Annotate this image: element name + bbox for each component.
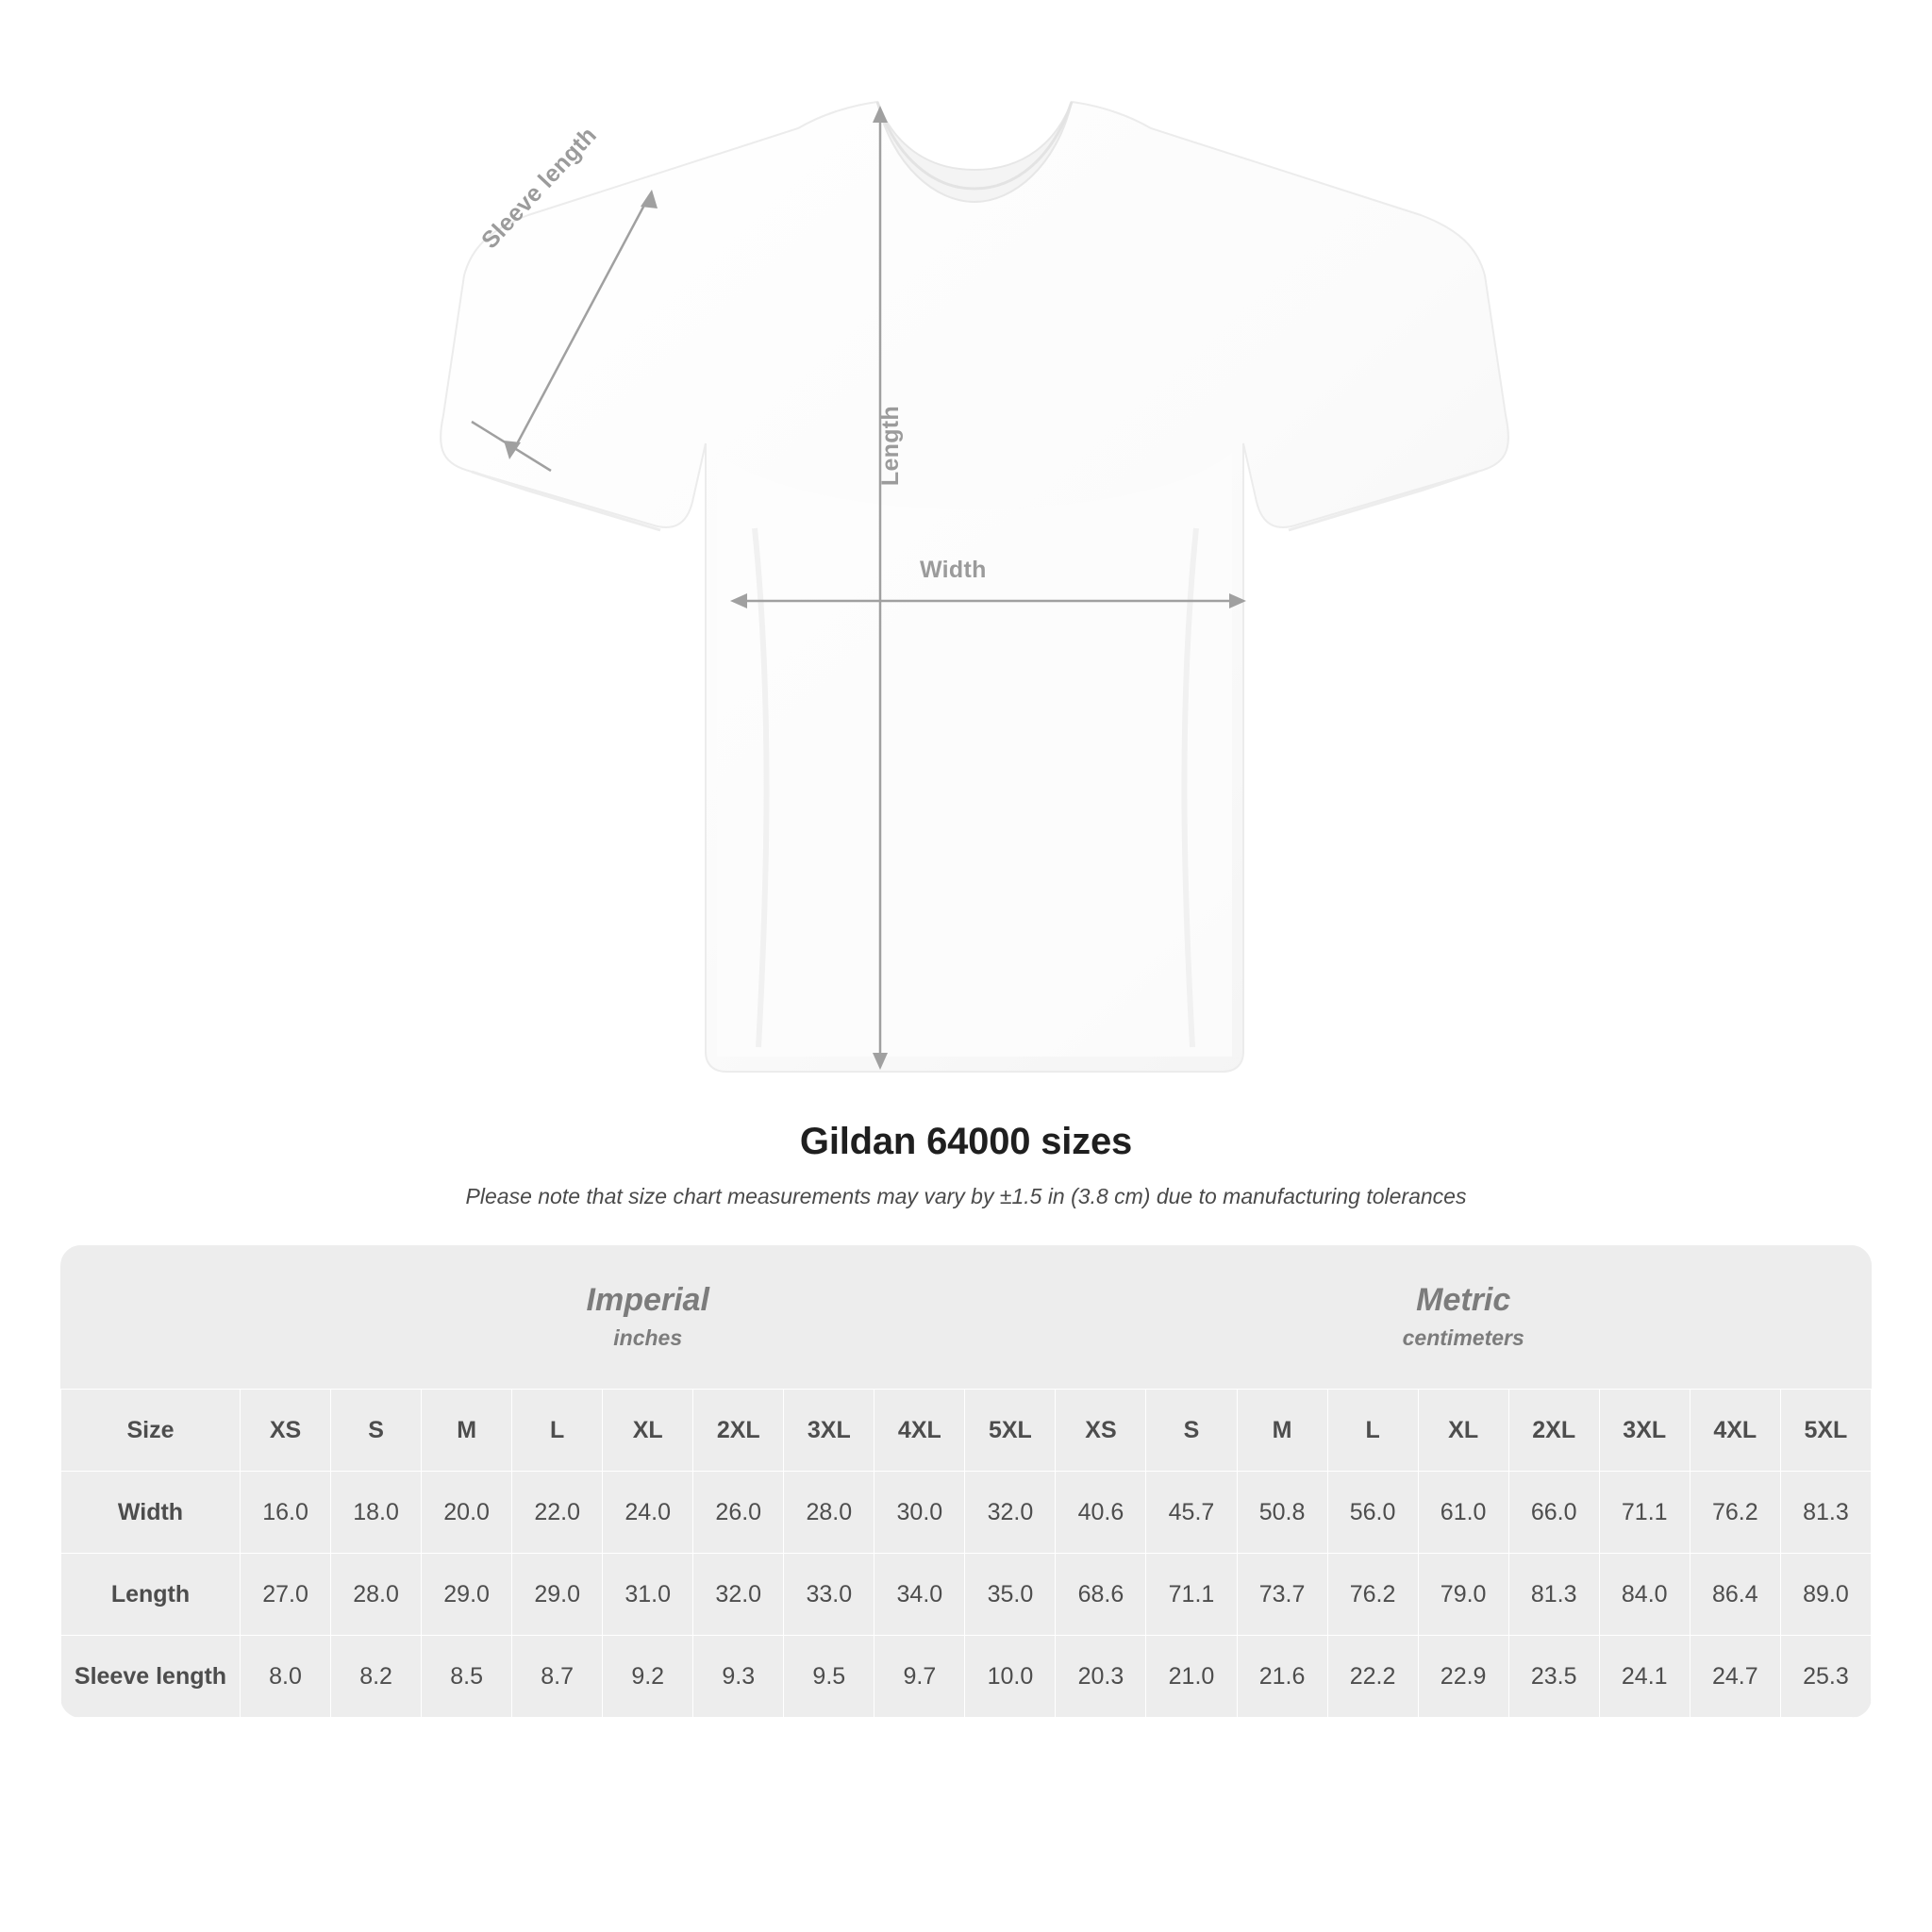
page-title: Gildan 64000 sizes: [799, 1121, 1133, 1162]
sleeve-length-label: Sleeve length: [476, 122, 603, 255]
measurement-cell: 76.2: [1690, 1472, 1780, 1554]
measurement-cell: 73.7: [1237, 1554, 1327, 1636]
length-label: Length: [877, 406, 904, 487]
size-column-header: 2XL: [1508, 1390, 1599, 1472]
size-table-body: [61, 1472, 1872, 1718]
unit-imperial-sub: inches: [613, 1325, 683, 1351]
size-column-header: S: [1146, 1390, 1237, 1472]
measurement-cell: 66.0: [1508, 1472, 1599, 1554]
measurement-cell: 9.2: [603, 1636, 693, 1718]
size-column-header: 2XL: [693, 1390, 784, 1472]
size-column-header: XL: [603, 1390, 693, 1472]
measurement-cell: 61.0: [1418, 1472, 1508, 1554]
measurement-cell: 8.2: [331, 1636, 422, 1718]
measurement-cell: 31.0: [603, 1554, 693, 1636]
measurement-cell: 40.6: [1056, 1472, 1146, 1554]
size-table: [60, 1245, 1872, 1718]
measurement-cell: 89.0: [1780, 1554, 1871, 1636]
size-row-header: Size: [61, 1390, 241, 1472]
size-column-header: 4XL: [1690, 1390, 1780, 1472]
measurement-cell: 8.7: [512, 1636, 603, 1718]
size-column-header: 5XL: [965, 1390, 1056, 1472]
size-column-header: L: [1327, 1390, 1418, 1472]
measurement-cell: 28.0: [784, 1472, 874, 1554]
size-column-header: 4XL: [874, 1390, 965, 1472]
measurement-cell: 50.8: [1237, 1472, 1327, 1554]
measurement-cell: 32.0: [965, 1472, 1056, 1554]
unit-imperial-name: Imperial: [586, 1281, 709, 1318]
measurement-cell: 9.7: [874, 1636, 965, 1718]
size-column-header: M: [422, 1390, 512, 1472]
measurement-cell: 16.0: [241, 1472, 331, 1554]
measurement-cell: 22.0: [512, 1472, 603, 1554]
measurement-cell: 30.0: [874, 1472, 965, 1554]
row-label: Width: [61, 1472, 241, 1554]
unit-group-metric: [1056, 1245, 1872, 1390]
measurement-cell: 24.7: [1690, 1636, 1780, 1718]
measurement-cell: 76.2: [1327, 1554, 1418, 1636]
measurement-cell: 8.0: [241, 1636, 331, 1718]
measurement-cell: 45.7: [1146, 1472, 1237, 1554]
tshirt-shape: [441, 102, 1508, 1072]
size-column-header: M: [1237, 1390, 1327, 1472]
measurement-cell: 35.0: [965, 1554, 1056, 1636]
size-column-header: XS: [241, 1390, 331, 1472]
width-label: Width: [920, 557, 987, 583]
measurement-cell: 25.3: [1780, 1636, 1871, 1718]
unit-group-imperial: [241, 1245, 1056, 1390]
measurement-cell: 81.3: [1508, 1554, 1599, 1636]
row-label: Length: [61, 1554, 241, 1636]
measurement-cell: 20.0: [422, 1472, 512, 1554]
size-column-header: XL: [1418, 1390, 1508, 1472]
measurement-cell: 21.0: [1146, 1636, 1237, 1718]
corner-cell: [61, 1245, 241, 1390]
measurement-cell: 18.0: [331, 1472, 422, 1554]
size-column-header: S: [331, 1390, 422, 1472]
measurement-cell: 79.0: [1418, 1554, 1508, 1636]
measurement-cell: 86.4: [1690, 1554, 1780, 1636]
measurement-cell: 9.3: [693, 1636, 784, 1718]
row-label: Sleeve length: [61, 1636, 241, 1718]
measurement-cell: 23.5: [1508, 1636, 1599, 1718]
unit-metric-name: Metric: [1416, 1281, 1511, 1318]
measurement-cell: 33.0: [784, 1554, 874, 1636]
measurement-cell: 8.5: [422, 1636, 512, 1718]
size-header-row: [61, 1390, 1872, 1472]
measurement-cell: 26.0: [693, 1472, 784, 1554]
measurement-cell: 24.0: [603, 1472, 693, 1554]
measurement-cell: 32.0: [693, 1554, 784, 1636]
measurement-cell: 71.1: [1599, 1472, 1690, 1554]
measurement-cell: 22.9: [1418, 1636, 1508, 1718]
size-column-header: XS: [1056, 1390, 1146, 1472]
measurement-cell: 10.0: [965, 1636, 1056, 1718]
measurement-cell: 81.3: [1780, 1472, 1871, 1554]
size-column-header: 3XL: [784, 1390, 874, 1472]
unit-metric-sub: centimeters: [1402, 1325, 1524, 1351]
measurement-cell: 20.3: [1056, 1636, 1146, 1718]
table-row: [61, 1636, 1872, 1718]
unit-header-row: [61, 1245, 1872, 1390]
size-column-header: 3XL: [1599, 1390, 1690, 1472]
measurement-cell: 68.6: [1056, 1554, 1146, 1636]
measurement-cell: 21.6: [1237, 1636, 1327, 1718]
title-block: [0, 1121, 1932, 1209]
table-row: [61, 1472, 1872, 1554]
size-table-wrapper: [60, 1245, 1872, 1718]
measurement-cell: 27.0: [241, 1554, 331, 1636]
measurement-cell: 71.1: [1146, 1554, 1237, 1636]
measurement-cell: 29.0: [512, 1554, 603, 1636]
table-row: [61, 1554, 1872, 1636]
measurement-cell: 56.0: [1327, 1472, 1418, 1554]
measurement-cell: 34.0: [874, 1554, 965, 1636]
size-column-header: 5XL: [1780, 1390, 1871, 1472]
size-column-header: L: [512, 1390, 603, 1472]
measurement-cell: 24.1: [1599, 1636, 1690, 1718]
measurement-cell: 28.0: [331, 1554, 422, 1636]
tolerance-note: Please note that size chart measurements may vary by ±1.5 in (3.8 cm) due to manufacturing tolerances: [465, 1184, 1467, 1208]
measurement-cell: 84.0: [1599, 1554, 1690, 1636]
measurement-cell: 29.0: [422, 1554, 512, 1636]
measurement-cell: 9.5: [784, 1636, 874, 1718]
measurement-cell: 22.2: [1327, 1636, 1418, 1718]
